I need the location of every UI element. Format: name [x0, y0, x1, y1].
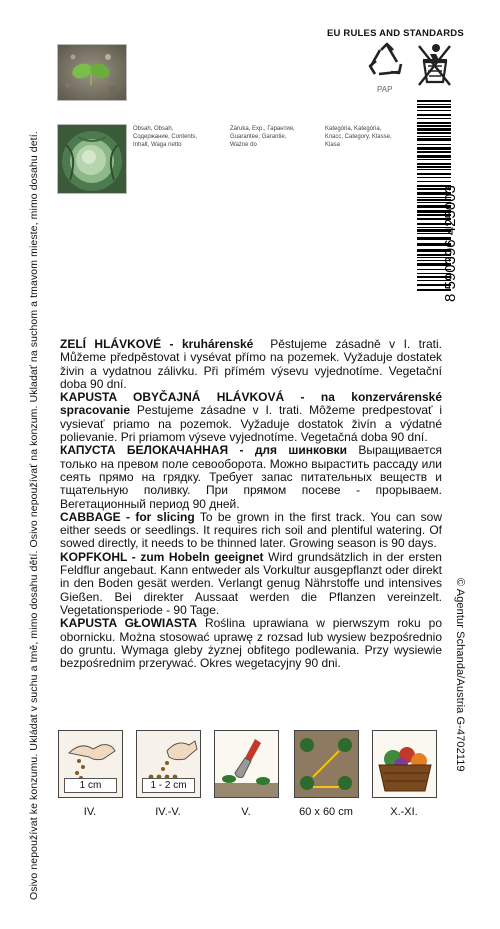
section-title: KOPFKOHL - zum Hobeln geeignet — [60, 549, 264, 564]
barcode-bar — [417, 169, 451, 170]
copyright-vertical: © Agentur Schanda/Austria G-4702119 — [454, 578, 466, 772]
sowing-depth-1cm-icon — [58, 730, 123, 798]
barcode-bar — [417, 118, 451, 119]
pap-label: PAP — [377, 85, 393, 94]
section-sk — [60, 391, 442, 444]
barcode-bar — [417, 104, 451, 105]
transplanting-trowel-icon — [214, 730, 279, 798]
step-label: X.-XI. — [390, 806, 418, 818]
barcode-number: 8 590396 425003 — [442, 185, 459, 302]
barcode — [415, 96, 467, 306]
section-body: Выращивается только на превом поле севооборота. Можно вырастить рассаду или сеять прямо на грядку. Требует запас питательных веществ и тщательную поливку. При прямом посеве - прорываем. Вегетационный период 90 дней. — [60, 443, 442, 511]
seedling-photo — [57, 44, 127, 101]
barcode-bar — [417, 136, 451, 137]
barcode-bar — [417, 173, 451, 175]
eu-rules-title: EU RULES AND STANDARDS — [327, 28, 464, 39]
barcode-bar — [417, 100, 451, 102]
section-title: CABBAGE - for slicing — [60, 509, 195, 524]
barcode-bar — [417, 144, 451, 145]
barcode-bar — [417, 106, 451, 108]
barcode-bar — [417, 132, 451, 134]
plant-spacing-icon — [294, 730, 359, 798]
category-legend: Kategória, Kategória, Класс, Category, Klasse, Klasa — [325, 126, 392, 148]
section-title: ZELÍ HLÁVKOVÉ - kruhárenské — [60, 337, 254, 351]
section-title: KAPUSTA GŁOWIASTA — [60, 616, 198, 631]
section-de — [60, 551, 442, 617]
section-pl — [60, 617, 442, 670]
section-en — [60, 511, 442, 551]
barcode-bar — [417, 147, 451, 150]
contents-legend: Obsah, Obsah, Содержание, Contents, Inhalt, Waga netto — [133, 126, 198, 148]
barcode-bar — [417, 151, 451, 153]
barcode-bar — [417, 155, 451, 158]
cabbage-photo — [57, 124, 127, 194]
step-label: 60 x 60 cm — [299, 806, 353, 818]
section-body: Pestujeme zásadne v I. trati. Môžeme predpestovať i vysievať priamo na pozemok. Vyžaduje dostatok živín a výdatné polievanie. Pri priamom výseve vyjednotíme. Vegetačná doba 90 dní. — [60, 403, 442, 445]
recycle-icon — [367, 42, 407, 82]
barcode-bar — [417, 114, 451, 116]
barcode-bar — [417, 138, 451, 141]
description-text — [60, 338, 442, 670]
harvest-basket-icon — [372, 730, 437, 798]
section-cz — [60, 338, 442, 391]
section-body: Wird grundsätzlich in der ersten Feldflur angebaut. Kann entweder als Vorkultur ausgepflanzt oder direkt in den Boden gesät werden. Verlangt genug Nährstoffe und intensives Gießen. Bei direkter Aussaat werden die Pflanzen vereinzelt. Vegetationsperiode - 90 Tage. — [60, 549, 442, 617]
barcode-bar — [417, 125, 451, 127]
step-label: V. — [241, 806, 251, 818]
storage-instructions-vertical: Osivo nepoužívat ke konzumu. Ukládat v suchu a tmě, mimo dosahu dětí. Osivo nepoužívať na konzum. Ukladať na suchom a tmavom mieste, mimo dosahu detí. — [28, 131, 40, 900]
barcode-bar — [417, 128, 451, 131]
crossed-bin-icon — [414, 40, 454, 88]
barcode-bar — [417, 122, 451, 124]
section-title: КАПУСТА БЕЛОКАЧАННАЯ - для шинковки — [60, 443, 347, 458]
section-body: Pěstujeme zásadně v I. trati. Můžeme předpěstovat i vysévat přímo na pozemek. Vyžaduje dostatek živin a vydatnou zálivku. Při přímém výsevu vyjednotíme. Vegetační doba 90 dní. — [60, 337, 443, 391]
section-body: Roślina uprawiana w pierwszym roku po obornicku. Można stosować uprawę z rozsad lub wysiew bezpośrednio do gruntu. Wymaga gleby żyznej obfitego podlewania. Przy wysiewie bezpośrednim przerywać. Okres wegetacyjny 90 dni. — [60, 616, 443, 671]
section-title: KAPUSTA OBYČAJNÁ HLÁVKOVÁ - na konzervárenské spracovanie — [60, 390, 442, 418]
sowing-depth-1-2cm-icon — [136, 730, 201, 798]
barcode-bar — [417, 163, 451, 165]
step-label: IV. — [83, 806, 97, 818]
section-body: To be grown in the first track. You can sow either seeds or seedlings. It requires rich soil and plentiful watering. Of sowed directly, it needs to be thinned later. Growing season is 90 days. — [60, 509, 443, 551]
step-label: IV.-V. — [155, 806, 181, 818]
step-inbox-label: 1 - 2 cm — [142, 778, 195, 793]
section-ru — [60, 444, 442, 510]
barcode-bar — [417, 166, 451, 168]
step-inbox-label: 1 cm — [64, 778, 117, 793]
barcode-bar — [417, 159, 451, 160]
guarantee-legend: Záruka, Exp., Гарантия, Guarantee, Garantie, Ważne do — [230, 126, 295, 148]
barcode-bar — [417, 110, 451, 111]
barcode-bar — [417, 181, 451, 182]
barcode-bar — [417, 177, 451, 178]
